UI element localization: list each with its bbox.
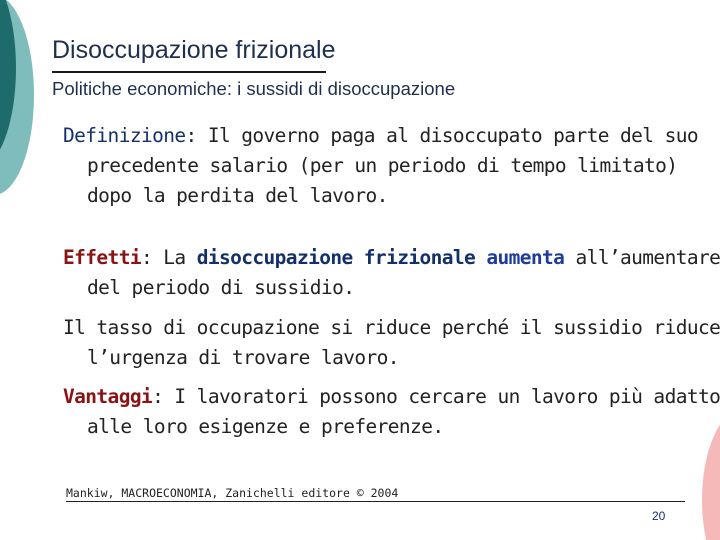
effects-paragraph — [63, 243, 720, 303]
effects-label: Effetti — [63, 246, 141, 269]
definition-text: : Il governo paga al disoccupato parte del suo precedente salario (per un periodo di tempo limitato) dopo la perdita del lavoro. — [87, 124, 698, 207]
definition-label: Definizione — [63, 124, 186, 147]
advantages-text: : I lavoratori possono cercare un lavoro più adatto alle loro esigenze e preferenze. — [87, 385, 720, 438]
title-underline — [52, 71, 326, 73]
footer-rule — [66, 501, 685, 502]
slide-subtitle: Politiche economiche: i sussidi di disoccupazione — [52, 78, 456, 99]
effects-separator: : La — [140, 246, 197, 269]
advantages-label: Vantaggi — [63, 385, 153, 408]
employment-paragraph — [63, 313, 720, 373]
effects-text: all’aumentare del periodo di sussidio. — [87, 246, 720, 299]
footer-citation: Mankiw, MACROECONOMIA, Zanichelli editore © 2004 — [66, 486, 399, 500]
effects-term-verb: aumenta — [486, 246, 565, 269]
slide-title: Disoccupazione frizionale — [52, 36, 336, 64]
definition-paragraph — [63, 121, 720, 211]
page-number: 20 — [652, 509, 666, 523]
employment-text: Il tasso di occupazione si riduce perché il sussidio riduce l’urgenza di trovare lavoro. — [63, 316, 720, 369]
advantages-paragraph — [63, 382, 720, 442]
effects-term: disoccupazione frizionale — [196, 246, 476, 269]
